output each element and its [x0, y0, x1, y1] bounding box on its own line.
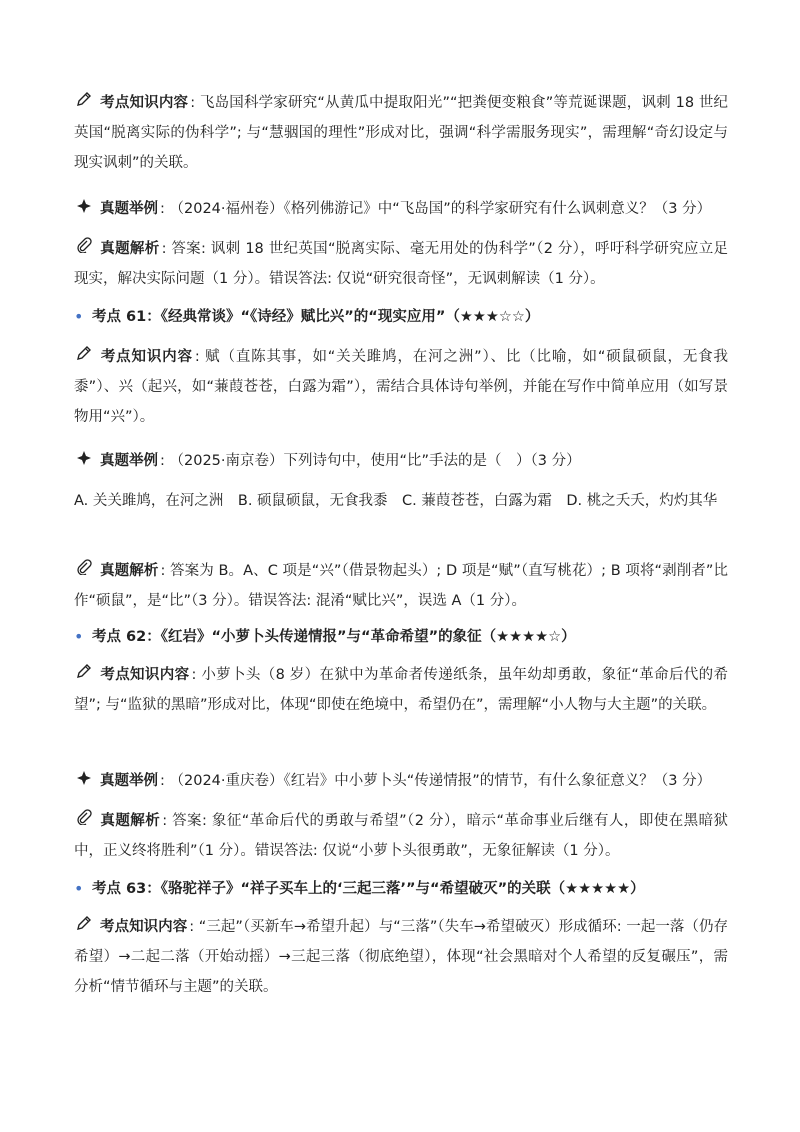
knowledge-paragraph [74, 342, 728, 432]
diamond-bullet-icon [74, 194, 94, 224]
exam-point-heading: 考点 61：《经典常谈》“《诗经》赋比兴”的“现实应用”（★★★☆☆） [92, 309, 540, 325]
knowledge-paragraph [74, 912, 728, 1002]
exam-example-paragraph [74, 766, 728, 796]
analysis-text: : 答案: 讽刺 18 世纪英国“脱离实际、毫无用处的伪科学”（2 分），呼吁科学研究应立足现实，解决实际问题（1 分）。错误答法: 仅说“研究很奇怪”，无讽刺解读（1 分）。 [74, 241, 729, 287]
analysis-label: 真题解析 [100, 241, 160, 257]
exam-point-heading: 考点 62：《红岩》“小萝卜头传递情报”与“革命希望”的象征（★★★★☆） [92, 629, 576, 645]
example-label: 真题举例 [100, 453, 158, 469]
paperclip-icon [74, 806, 94, 836]
exam-example-paragraph [74, 446, 728, 476]
knowledge-label: 考点知识内容 [100, 349, 193, 365]
knowledge-label: 考点知识内容 [100, 667, 190, 683]
exam-analysis-paragraph [74, 806, 728, 866]
pencil-icon [74, 88, 94, 118]
pencil-icon [74, 342, 94, 372]
analysis-label: 真题解析 [100, 813, 161, 829]
knowledge-text: : “三起”（买新车→希望升起）与“三落”（失车→希望破灭）形成循环: 一起一落（仍存希望）→二起二落（开始动摇）→三起三落（彻底绝望），体现“社会黑暗对个人希望的反复碾压”，需分析“情节循环与主题”的关联。 [74, 919, 728, 995]
exam-example-paragraph [74, 194, 728, 224]
knowledge-label: 考点知识内容 [100, 95, 189, 111]
pencil-icon [74, 660, 94, 690]
paperclip-icon [74, 556, 94, 586]
diamond-bullet-icon [74, 766, 94, 796]
example-label: 真题举例 [100, 773, 158, 789]
paperclip-icon [74, 234, 94, 264]
diamond-bullet-icon [74, 446, 94, 476]
exam-analysis-paragraph [74, 556, 728, 616]
exam-analysis-paragraph [74, 234, 728, 294]
knowledge-paragraph [74, 660, 728, 720]
blue-dot-bullet-icon: • [74, 307, 84, 326]
knowledge-text: : 赋（直陈其事，如“关关雎鸠，在河之洲”）、比（比喻，如“硕鼠硕鼠，无食我黍”）、兴（起兴，如“蒹葭苍苍，白露为霜”），需结合具体诗句举例，并能在写作中简单应用（如写景物用“兴”）。 [74, 349, 729, 425]
analysis-text: : 答案: 象征“革命后代的勇敢与希望”（2 分），暗示“革命事业后继有人，即使在黑暗狱中，正义终将胜利”（1 分）。错误答法: 仅说“小萝卜头很勇敢”，无象征解读（1 分）。 [74, 813, 729, 859]
example-text: : （2024·福州卷）《格列佛游记》中“飞岛国”的科学家研究有什么讽刺意义？（3 分） [160, 201, 712, 217]
knowledge-paragraph [74, 88, 728, 178]
pencil-icon [74, 912, 94, 942]
analysis-text: : 答案为 B。A、C 项是“兴”（借景物起头）; D 项是“赋”（直写桃花）; B 项将“剥削者”比作“硕鼠”，是“比”（3 分）。错误答法: 混淆“赋比兴”，误选 A（1 分）。 [74, 563, 729, 609]
example-text: : （2024·重庆卷）《红岩》中小萝卜头“传递情报”的情节，有什么象征意义？（3 分） [160, 773, 712, 789]
blue-dot-bullet-icon: • [74, 879, 84, 898]
exam-point-heading: 考点 63：《骆驼祥子》“祥子买车上的‘三起三落’”与“希望破灭”的关联（★★★★★） [92, 881, 645, 897]
knowledge-text: : 小萝卜头（8 岁）在狱中为革命者传递纸条，虽年幼却勇敢，象征“革命后代的希望”; 与“监狱的黑暗”形成对比，体现“即使在绝境中，希望仍在”，需理解“小人物与大主题”的关联。 [74, 667, 728, 713]
knowledge-text: : 飞岛国科学家研究“从黄瓜中提取阳光”“把粪便变粮食”等荒诞课题，讽刺 18 世纪英国“脱离实际的伪科学”; 与“慧骃国的理性”形成对比，强调“科学需服务现实”，需理解“奇幻设定与现实讽刺”的关联。 [74, 95, 729, 171]
blue-dot-bullet-icon: • [74, 627, 84, 646]
example-text: : （2025·南京卷）下列诗句中，使用“比”手法的是（ ）（3 分） [160, 453, 581, 469]
knowledge-label: 考点知识内容 [100, 919, 188, 935]
analysis-label: 真题解析 [100, 563, 159, 579]
answer-options: A. 关关雎鸠，在河之洲 B. 硕鼠硕鼠，无食我黍 C. 蒹葭苍苍，白露为霜 D. 桃之夭夭，灼灼其华 [74, 493, 718, 509]
example-label: 真题举例 [100, 201, 158, 217]
